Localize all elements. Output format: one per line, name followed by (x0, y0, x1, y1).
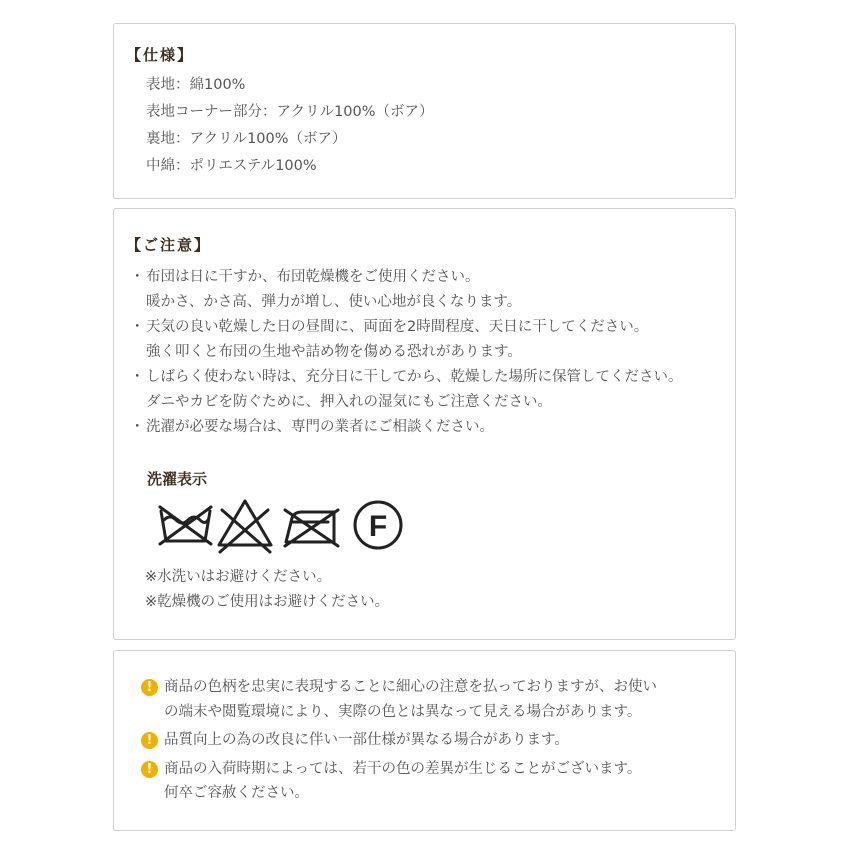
notice-line: の端末や閲覧環境により、実際の色とは異なって見える場合があります。 (164, 703, 642, 720)
caution-line: 暖かさ、かさ高、弾力が増し、使い心地が良くなります。 (146, 294, 522, 310)
caution-line: 天気の良い乾燥した日の昼間に、両面を2時間程度、天日に干してください。 (146, 319, 649, 335)
bullet-dot: ・ (130, 269, 145, 285)
bullet-dot: ・ (130, 319, 145, 335)
caution-line: しばらく使わない時は、充分日に干してから、乾燥した場所に保管してください。 (146, 369, 683, 385)
notice-line: 何卒ご容赦ください。 (164, 785, 309, 801)
bullet-dot: ・ (130, 419, 145, 435)
caution-item (128, 265, 683, 315)
no-bleach-icon (219, 501, 271, 552)
dry-clean-letter: F (368, 510, 388, 543)
wash-title: 洗濯表示 (147, 470, 208, 488)
spec-list (146, 72, 434, 180)
caution-heading: 【ご注意】 (126, 236, 212, 254)
spec-item: 中綿：ポリエステル100% (146, 158, 317, 174)
caution-line: 強く叩くと布団の生地や詰め物を傷める恐れがあります。 (146, 344, 522, 360)
notice-box (113, 650, 736, 831)
caution-item (128, 415, 683, 440)
caution-line: 洗濯が必要な場合は、専門の業者にご相談ください。 (146, 419, 494, 435)
spec-item: 表地コーナー部分：アクリル100%（ボア） (146, 104, 434, 120)
notice-line: 品質向上の為の改良に伴い一部仕様が異なる場合があります。 (164, 732, 569, 748)
no-tumble-dry-icon (285, 510, 338, 546)
spec-box (113, 23, 736, 199)
notice-item (141, 757, 657, 806)
caution-item (128, 365, 683, 415)
caution-line: ダニやカビを防ぐために、押入れの湿気にもご注意ください。 (146, 394, 552, 410)
dry-clean-f-icon (355, 502, 401, 548)
notice-item (141, 728, 657, 753)
exclamation-icon: ! (141, 732, 158, 749)
notice-line: 商品の色柄を忠実に表現することに細心の注意を払っておりますが、お使い (164, 679, 657, 695)
spec-item: 裏地：アクリル100%（ボア） (146, 131, 347, 147)
caution-box (113, 208, 736, 640)
notice-list (141, 675, 657, 810)
spec-item: 表地：綿100% (146, 77, 246, 93)
spec-heading: 【仕様】 (126, 46, 195, 64)
exclamation-icon: ! (141, 679, 158, 696)
caution-item (128, 315, 683, 365)
wash-note: ※水洗いはお避けください。 (145, 569, 332, 585)
wash-notes (145, 565, 389, 615)
caution-list (128, 265, 683, 440)
notice-line: 商品の入荷時期によっては、若干の色の差異が生じることがございます。 (164, 760, 642, 777)
notice-item (141, 675, 657, 724)
no-wash-icon (160, 507, 211, 544)
wash-symbols (158, 498, 408, 554)
exclamation-icon: ! (141, 761, 158, 778)
bullet-dot: ・ (130, 369, 145, 385)
wash-note: ※乾燥機のご使用はお避けください。 (145, 594, 390, 610)
caution-line: 布団は日に干すか、布団乾燥機をご使用ください。 (146, 269, 480, 285)
